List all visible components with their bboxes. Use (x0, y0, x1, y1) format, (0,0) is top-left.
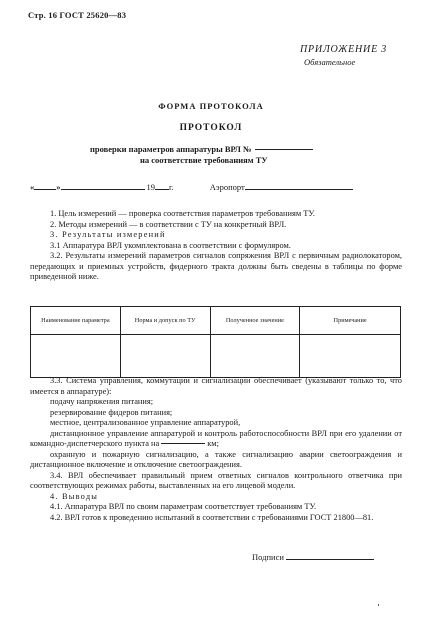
scan-speck (378, 604, 379, 606)
signature-line (252, 552, 374, 562)
year-blank (155, 189, 169, 190)
table-header-cell: Наименование параметра (31, 307, 121, 335)
table-row (31, 335, 401, 378)
section-1-text: 1. Цель измерений — проверка соответствия параметров требованиям ТУ. (50, 209, 316, 218)
list-item: подачу напряжения питания; (50, 397, 154, 406)
list-item: резервирование фидеров питания; (50, 407, 173, 417)
table-header-cell: Полученное значение (210, 307, 300, 335)
remote-control-text: дистанционное управление аппаратурой и контроль работоспособности ВРЛ при его удалении от командно-диспетчерского пункта на (30, 428, 402, 448)
remote-control-item (30, 429, 402, 450)
distance-blank (161, 443, 205, 444)
section-3-3-intro: 3.3. Система управления, коммутации и сигнализации обеспечивает (указывают только то, что имеется в аппаратуре): (30, 376, 402, 396)
section-3-1-text: 3.1 Аппаратура ВРЛ укомплектована в соответствии с формуляром. (50, 240, 291, 250)
list-item: местное, централизованное управление аппаратурой, (50, 418, 241, 427)
section-3-heading: 3. Результаты измерений (50, 230, 166, 239)
table-cell (31, 335, 121, 378)
section-3-2-text: 3.2. Результаты измерений параметров сигналов сопряжения ВРЛ с первичным радиолокатором, передающих и приемных устройств, фидерного тракта должны быть сведены в таблицы по форме приведенной ниже. (30, 251, 402, 281)
open-quote: « (30, 182, 35, 192)
alarm-item: охранную и пожарную сигнализацию, а также сигнализацию аварии светоограждения и дистанционное включение и отключение светоограждения. (30, 449, 402, 469)
protocol-subtitle-2: на соответствие требованиям ТУ (140, 155, 268, 165)
protocol-title: ПРОТОКОЛ (179, 123, 243, 133)
protocol-subtitle-1 (90, 144, 313, 154)
table-header-cell: Норма и допуск по ТУ (120, 307, 210, 335)
section-3-3 (30, 376, 402, 523)
form-title: ФОРМА ПРОТОКОЛА (158, 101, 264, 111)
section-1 (30, 209, 402, 283)
table-header-cell: Примечание (300, 307, 401, 335)
month-blank (61, 189, 145, 190)
airport-blank (245, 189, 353, 190)
distance-unit: км; (207, 439, 219, 448)
section-4-2-text: 4.2. ВРЛ готов к проведению испытаний в соответствии с требованиями ГОСТ 21800—81. (50, 512, 374, 522)
protocol-subtitle-1-text: проверки параметров аппаратуры ВРЛ № (90, 144, 252, 154)
year-suffix: г. (169, 182, 174, 192)
section-4-heading: 4. Выводы (50, 491, 99, 501)
table-cell (210, 335, 300, 378)
appendix-block (300, 44, 396, 67)
day-blank (34, 189, 56, 190)
table-cell (300, 335, 401, 378)
equipment-number-blank (255, 149, 313, 150)
page-header: Стр. 16 ГОСТ 25620—83 (28, 10, 127, 20)
table-cell (120, 335, 210, 378)
year-prefix: 19 (146, 182, 155, 192)
signature-blank (286, 559, 374, 560)
section-2-text: 2. Методы измерений — в соответствии с ТУ на конкретный ВРЛ. (50, 219, 287, 229)
appendix-subtitle: Обязательное (304, 57, 356, 67)
close-quote: » (56, 182, 61, 192)
signature-label: Подписи (252, 552, 284, 562)
date-line (30, 182, 400, 192)
airport-label: Аэропорт (209, 182, 245, 192)
appendix-title: ПРИЛОЖЕНИЕ 3 (300, 44, 388, 55)
table-header-row (31, 307, 401, 335)
section-4-1-text: 4.1. Аппаратура ВРЛ по своим параметрам соответствует требованиям ТУ. (50, 502, 317, 511)
measurements-table (30, 306, 401, 378)
section-3-4-text: 3.4. ВРЛ обеспечивает правильный прием ответных сигналов контрольного ответчика при соответствующих режимах работы, выставленных на его лицевой модели. (30, 470, 402, 490)
